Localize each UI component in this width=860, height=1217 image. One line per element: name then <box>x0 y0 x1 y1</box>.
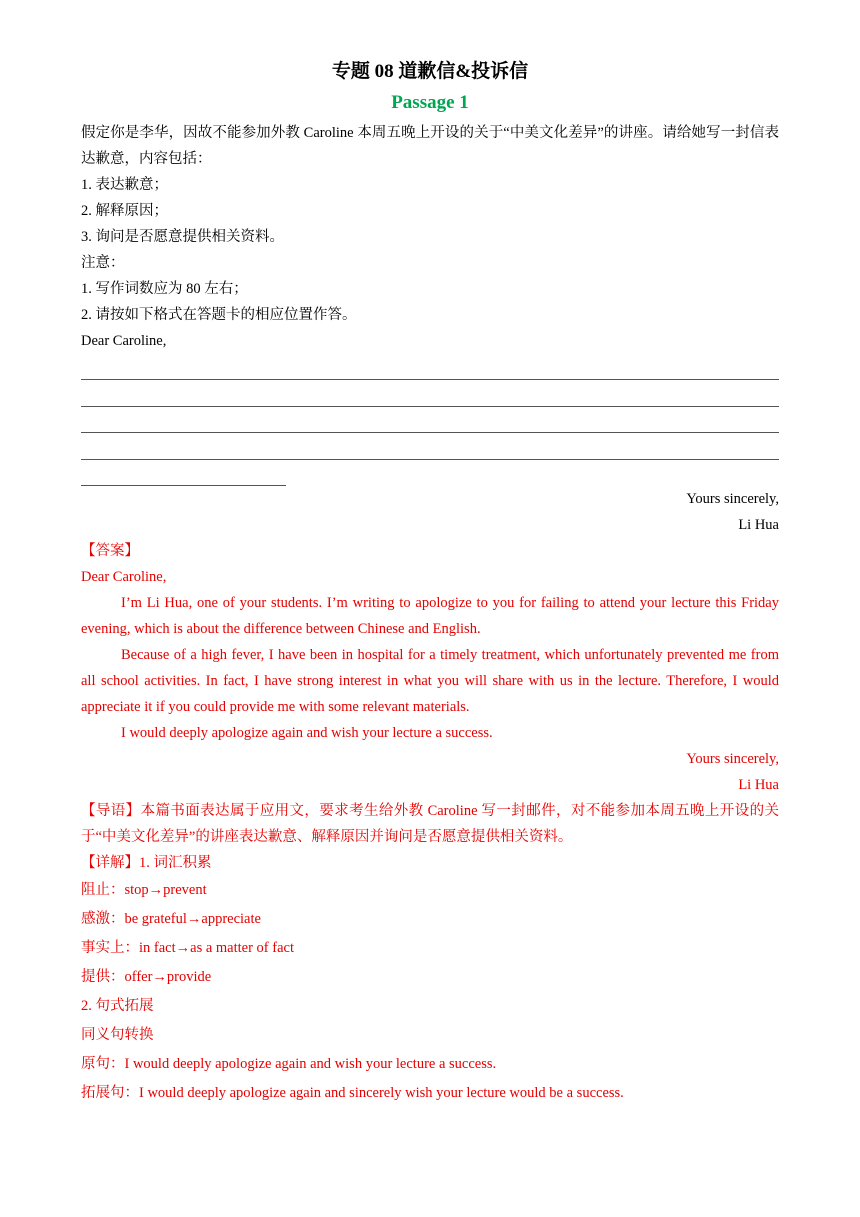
guide-label: 【导语】 <box>81 802 141 819</box>
prompt-intro: 假定你是李华，因故不能参加外教 Caroline 本周五晚上开设的关于“中美文化差异”的讲座。请给她写一封信表达歉意，内容包括： <box>81 125 779 167</box>
note-item: 2. 请按如下格式在答题卡的相应位置作答。 <box>81 307 357 323</box>
prompt-point: 3. 询问是否愿意提供相关资料。 <box>81 229 284 245</box>
note-item: 1. 写作词数应为 80 左右； <box>81 281 248 297</box>
vocab-item: 事实上：in fact→as a matter of fact <box>81 939 294 956</box>
detail-section <box>81 850 779 876</box>
answer-closing: Yours sincerely, <box>686 750 779 767</box>
vocab-item: 阻止：stop→prevent <box>81 881 207 898</box>
answer-paragraph: Because of a high fever, I have been in hospital for a timely treatment, which unfortunately prevented me from all school activities. In fact, I have strong interest in what you will share with us in the lecture. Therefore, I would appreciate it if you could provide me with some relevant materials. <box>81 646 779 715</box>
answer-blank-line <box>81 407 779 433</box>
passage-heading: Passage 1 <box>391 92 469 113</box>
answer-paragraph: I would deeply apologize again and wish your lecture a success. <box>121 724 493 741</box>
answer-signature: Li Hua <box>738 776 779 793</box>
prompt-point: 1. 表达歉意； <box>81 177 168 193</box>
prompt-point: 2. 解释原因； <box>81 203 168 219</box>
answer-salutation: Dear Caroline, <box>81 568 167 585</box>
answer-paragraph: I’m Li Hua, one of your students. I’m writing to apologize to you for failing to attend your lecture this Friday evening, which is about the difference between Chinese and English. <box>81 594 779 637</box>
detail-heading: 1. 词汇积累 <box>139 854 212 871</box>
answer-label: 【答案】 <box>81 542 139 559</box>
original-sentence: 原句：I would deeply apologize again and wish your lecture a success. <box>81 1055 497 1072</box>
vocab-item: 感激：be grateful→appreciate <box>81 910 261 927</box>
answer-blank-line <box>81 380 779 406</box>
note-label: 注意： <box>81 255 125 271</box>
answer-blank-line <box>81 433 779 459</box>
detail-subheading: 同义句转换 <box>81 1026 154 1043</box>
letter-closing: Yours sincerely, <box>686 490 779 507</box>
letter-salutation: Dear Caroline, <box>81 333 167 349</box>
expanded-sentence: 拓展句：I would deeply apologize again and sincerely wish your lecture would be a success. <box>81 1084 624 1101</box>
vocab-item: 提供：offer→provide <box>81 968 212 985</box>
detail-label: 【详解】 <box>81 854 139 871</box>
guide-text: 本篇书面表达属于应用文，要求考生给外教 Caroline 写一封邮件，对不能参加本周五晚上开设的关于“中美文化差异”的讲座表达歉意、解释原因并询问是否愿意提供相关资料。 <box>81 802 779 845</box>
answer-blank-line <box>81 354 779 380</box>
detail-heading: 2. 句式拓展 <box>81 997 154 1014</box>
answer-blank-line <box>81 460 286 486</box>
guide-section <box>81 798 779 850</box>
document-page <box>81 58 779 1108</box>
letter-signature: Li Hua <box>738 516 779 533</box>
page-title: 专题 08 道歉信&投诉信 <box>331 61 529 82</box>
